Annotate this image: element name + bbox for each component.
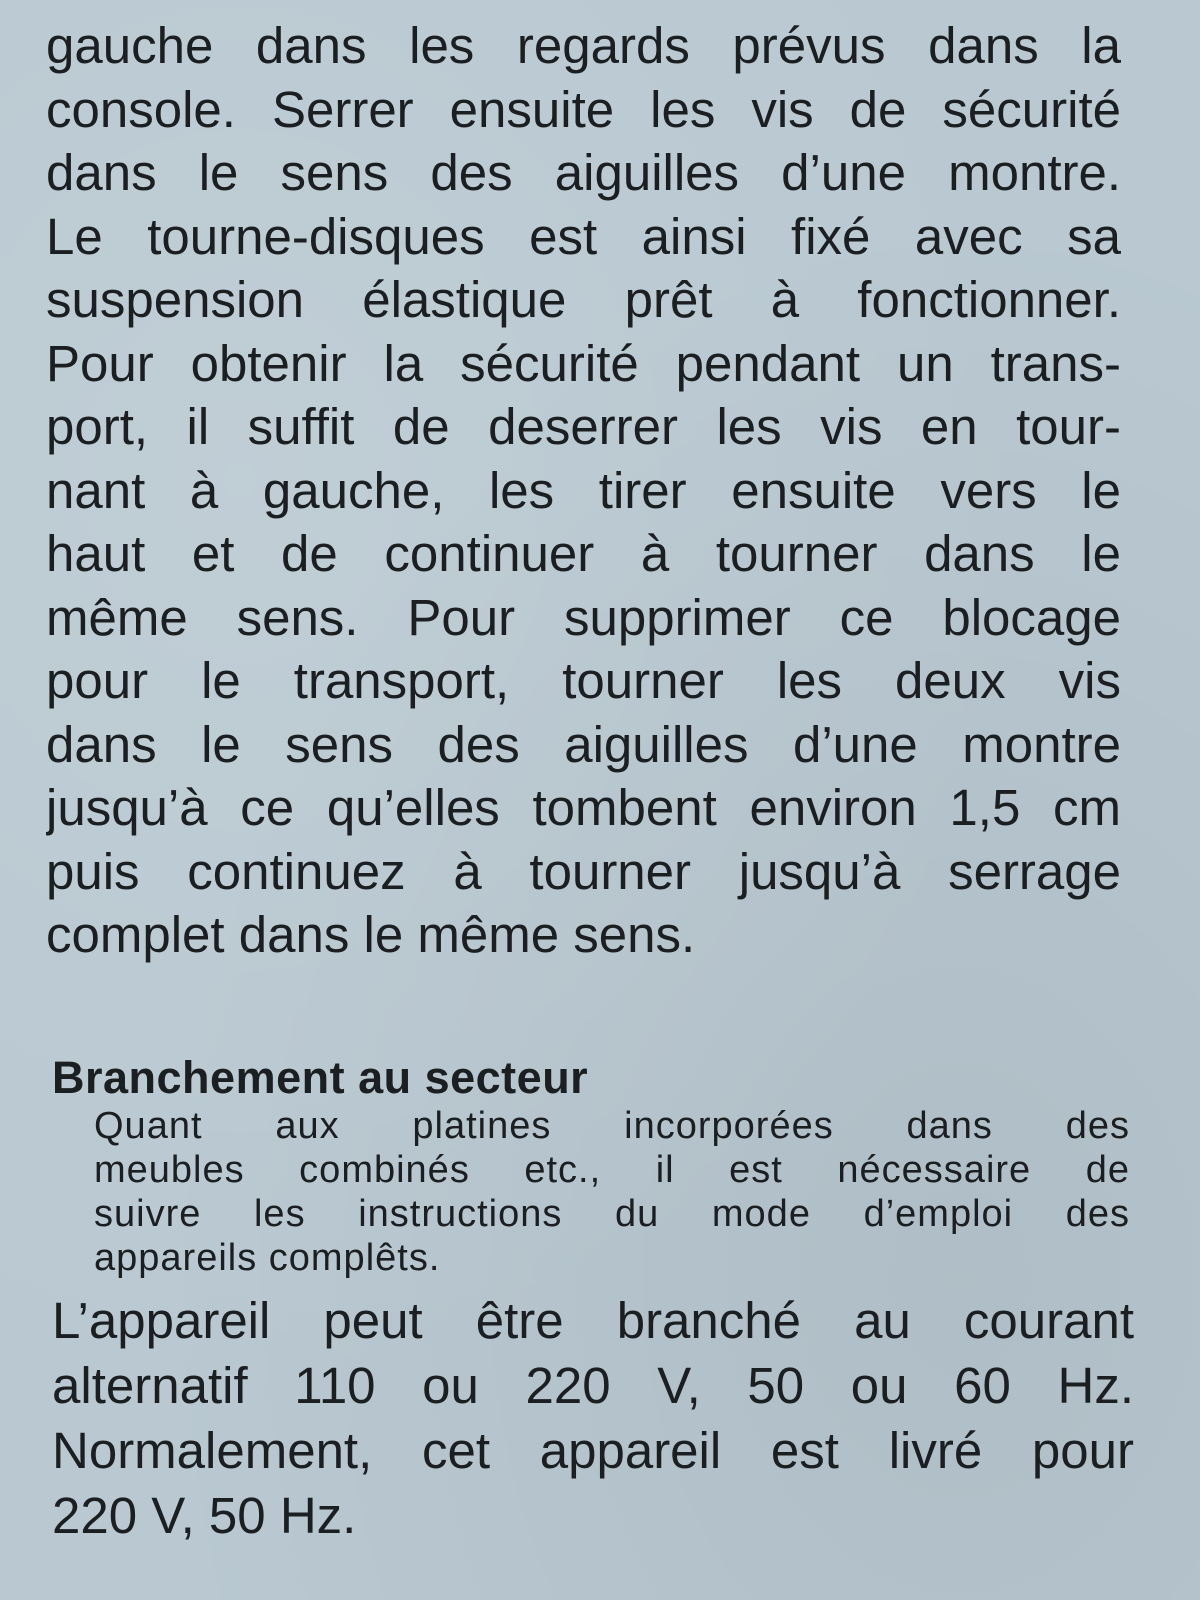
text-line: dans le sens des aiguilles d’une montre. [46, 144, 1121, 201]
text-line: gauche dans les regards prévus dans la [46, 17, 1121, 74]
paragraph-builtin-note [94, 1104, 1130, 1280]
text-line: meubles combinés etc., il est nécessaire de [94, 1149, 1130, 1191]
paragraph-voltage [52, 1288, 1134, 1548]
section-heading: Branchement au secteur [52, 1052, 589, 1103]
text-line: haut et de continuer à tourner dans le [46, 525, 1121, 582]
text-line: suivre les instructions du mode d’emploi des [94, 1193, 1130, 1235]
text-line: nant à gauche, les tirer ensuite vers le [46, 461, 1121, 519]
text-line: Normalement, cet appareil est livré pour [52, 1422, 1134, 1479]
text-line: Quant aux platines incorporées dans des [94, 1105, 1130, 1147]
text-line: jusqu’à ce qu’elles tombent environ 1,5 cm [46, 779, 1121, 836]
text-line: console. Serrer ensuite les vis de sécurité [46, 80, 1121, 138]
text-line: L’appareil peut être branché au courant [52, 1292, 1134, 1349]
paragraph-transport-lock [46, 14, 1121, 967]
text-line: appareils complêts. [94, 1237, 441, 1279]
text-line: dans le sens des aiguilles d’une montre [46, 715, 1121, 773]
text-line: alternatif 110 ou 220 V, 50 ou 60 Hz. [52, 1357, 1134, 1414]
text-line: suspension élastique prêt à fonctionner. [46, 271, 1121, 328]
text-line: complet dans le même sens. [46, 906, 696, 963]
text-line: même sens. Pour supprimer ce blocage [46, 588, 1121, 646]
text-line: pour le transport, tourner les deux vis [46, 652, 1121, 709]
text-line: puis continuez à tourner jusqu’à serrage [46, 842, 1121, 900]
text-line: Le tourne-disques est ainsi fixé avec sa [46, 207, 1121, 265]
text-line: Pour obtenir la sécurité pendant un trans- [46, 334, 1121, 392]
text-line: 220 V, 50 Hz. [52, 1487, 357, 1544]
text-line: port, il suffit de deserrer les vis en tour- [46, 398, 1121, 455]
